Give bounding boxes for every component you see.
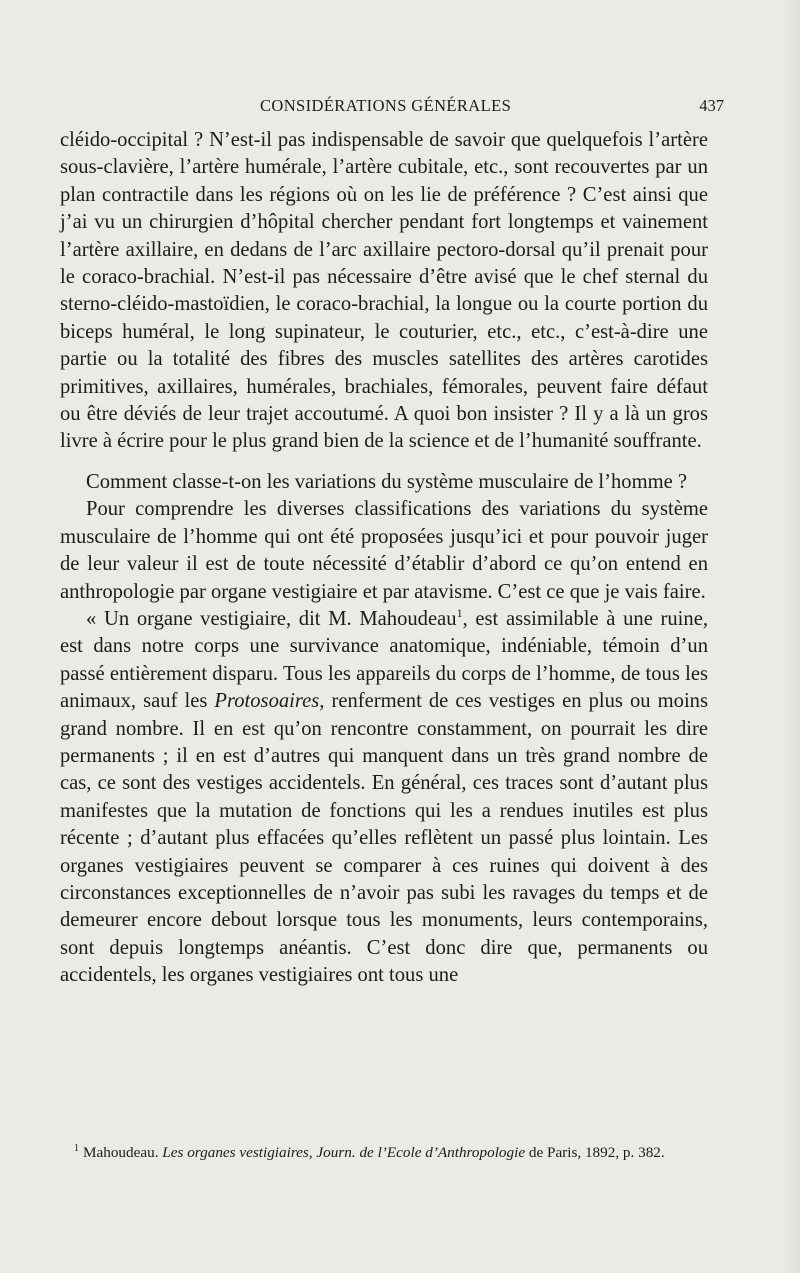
footnote	[60, 1142, 708, 1163]
paragraph-4-part-c: renferment de ces vestiges en plus ou moins grand nombre. Il en est qu’on rencontre constamment, on pourrait les dire permanents ; il en est d’autres qui manquent dans un très grand nombre de cas, ce sont des vestiges accidentels. En général, ces traces sont d’autant plus manifestes que la mutation de fonctions qui les a rendues inutiles est plus récente ; d’autant plus effacées qu’elles reflètent un passé plus lointain. Les organes vestigiaires peuvent se comparer à ces ruines qui doivent à des circonstances exceptionnelles de n’avoir pas subi les ravages du temps et de demeurer encore debout lorsque tous les monuments, leurs contemporains, sont depuis longtemps anéantis. C’est donc dire que, permanents ou accidentels, les organes vestigiaires ont tous une	[60, 690, 708, 987]
footnote-rest: de Paris, 1892, p. 382.	[528, 1144, 665, 1161]
footnote-author: Mahoudeau.	[83, 1144, 159, 1161]
page-header	[60, 96, 724, 118]
footnote-journal: Journ. de l’Ecole d’Anthropologie	[316, 1144, 526, 1161]
paragraph-1: cléido-occipital ? N’est-il pas indispensable de savoir que quelquefois l’artère sous-clavière, l’artère humérale, l’artère cubitale, etc., sont recouvertes par un plan contractile dans les régions où on les lie de préférence ? C’est ainsi que j’ai vu un chirurgien d’hôpital chercher pendant fort longtemps et vainement l’artère axillaire, en dedans de l’arc axillaire pectoro-dorsal qu’il prenait pour le coraco-brachial. N’est-il pas nécessaire d’être avisé que le chef sternal du sterno-cléido-mastoïdien, le coraco-brachial, la longue ou la courte portion du biceps huméral, le long supinateur, le couturier, etc., etc., c’est-à-dire une partie ou la totalité des fibres des muscles satellites des artères carotides primitives, axillaires, humérales, brachiales, fémorales, peuvent faire défaut ou être déviés de leur trajet accoutumé. A quoi bon insister ? Il y a là un gros livre à écrire pour le plus grand bien de la science et de l’humanité souffrante.	[60, 129, 708, 453]
paragraph-3: Pour comprendre les diverses classifications des variations du système musculaire de l’homme qui ont été proposées jusqu’ici et pour pouvoir juger de leur valeur il est de toute nécessité d’établir d’abord ce qu’on entend en anthropologie par organe vestigiaire et par atavisme. C’est ce que je vais faire.	[60, 498, 708, 603]
page-edge-shadow	[782, 0, 800, 1273]
running-title: CONSIDÉRATIONS GÉNÉRALES	[260, 96, 512, 115]
page-number: 437	[699, 96, 724, 115]
paragraph-4-part-a: « Un organe vestigiaire, dit M. Mahoudeau	[86, 607, 457, 630]
paragraph-4-italic: Protosoaires,	[214, 690, 325, 713]
footnote-reference: 1	[456, 606, 463, 621]
paragraph-4-part-b: , est assimilable à une ruine, est dans notre corps une survivance anatomique, indéniable, témoin d’un passé entièrement disparu. Tous les appareils du corps de l’homme, de tous les animaux, sauf les	[60, 607, 708, 713]
footnote-title: Les organes vestigiaires,	[162, 1144, 313, 1161]
body-text	[60, 127, 708, 990]
footnote-mark: 1	[74, 1142, 79, 1154]
paragraph-4	[60, 606, 708, 990]
paragraph-2: Comment classe-t-on les variations du système musculaire de l’homme ?	[86, 470, 688, 493]
